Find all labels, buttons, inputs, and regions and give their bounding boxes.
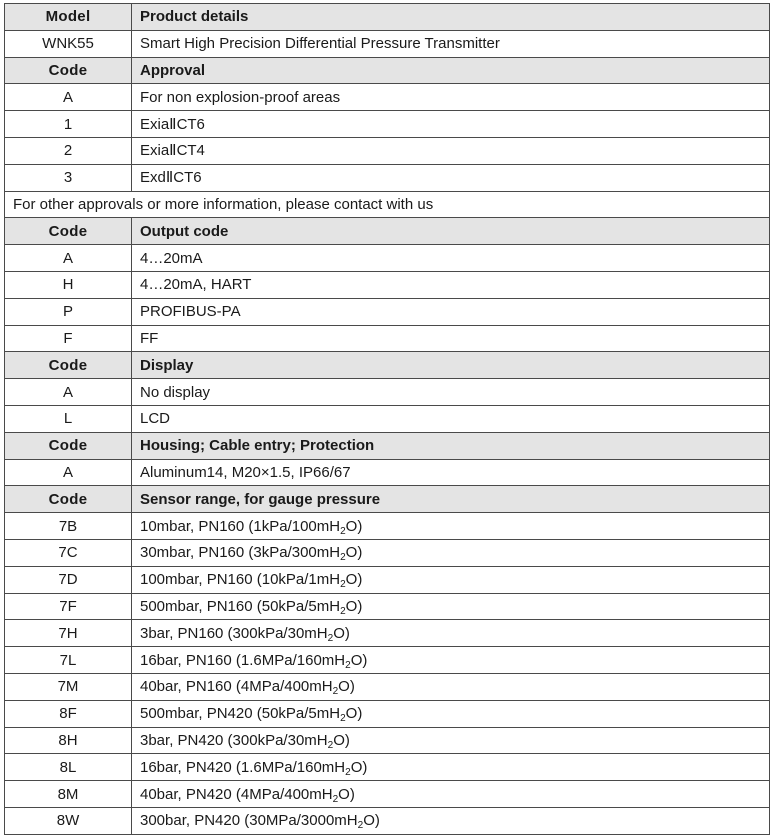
table-row [5, 754, 770, 781]
table-row [5, 673, 770, 700]
sensor-range-text: 500mbar, PN420 (50kPa/5mH [140, 705, 341, 723]
output-header-label: Output code [132, 218, 770, 245]
table-row [5, 84, 770, 111]
sensor-water-subscript: 2 [340, 713, 346, 725]
sensor-code: 7L [5, 647, 132, 674]
sensor-water-tail: O) [338, 678, 355, 696]
approval-note: For other approvals or more information, please contact with us [5, 191, 770, 218]
sensor-water-tail: O) [345, 705, 363, 723]
output-description: 4…20mA, HART [132, 271, 770, 298]
approval-note-row [5, 191, 770, 218]
output-header-row [5, 218, 770, 245]
sensor-water-subscript: 2 [357, 820, 364, 832]
sensor-header-code: Code [5, 486, 132, 513]
housing-description: Aluminum14, M20×1.5, IP66/67 [132, 459, 770, 486]
sensor-water-subscript: 2 [327, 632, 334, 644]
display-code: A [5, 379, 132, 406]
sensor-range-text: 40bar, PN420 (4MPa/400mH [140, 785, 333, 803]
housing-header-row [5, 432, 770, 459]
housing-code: A [5, 459, 132, 486]
table-row [5, 137, 770, 164]
output-code: A [5, 245, 132, 272]
sensor-range-text: 30mbar, PN160 (3kPa/300mH [140, 544, 341, 562]
approval-description: ExiaⅡCT4 [132, 137, 770, 164]
approval-description: ExdⅡCT6 [132, 164, 770, 191]
table-row [5, 566, 770, 593]
output-header-code: Code [5, 218, 132, 245]
sensor-water-tail: O) [345, 544, 363, 562]
display-description: No display [132, 379, 770, 406]
sensor-code: 7D [5, 566, 132, 593]
sensor-water-tail: O) [345, 571, 363, 589]
sensor-range-text: 100mbar, PN160 (10kPa/1mH [140, 571, 341, 589]
approval-header-label: Approval [132, 57, 770, 84]
sensor-description [132, 566, 770, 593]
sensor-water-subscript: 2 [340, 525, 346, 537]
table-row [5, 325, 770, 352]
output-code: F [5, 325, 132, 352]
table-row [5, 271, 770, 298]
sensor-code: 8H [5, 727, 132, 754]
model-header-code: Model [5, 4, 132, 31]
sensor-water-subscript: 2 [340, 579, 346, 591]
display-header-label: Display [132, 352, 770, 379]
table-row [5, 647, 770, 674]
sensor-water-subscript: 2 [345, 766, 351, 778]
display-code: L [5, 405, 132, 432]
sensor-header-label: Sensor range, for gauge pressure [132, 486, 770, 513]
table-row [5, 700, 770, 727]
sensor-code: 8M [5, 781, 132, 808]
approval-header-code: Code [5, 57, 132, 84]
sensor-water-tail: O) [350, 758, 368, 776]
sensor-code: 7F [5, 593, 132, 620]
sensor-code: 7H [5, 620, 132, 647]
sensor-code: 8F [5, 700, 132, 727]
product-code-table [4, 3, 770, 835]
sensor-water-subscript: 2 [327, 739, 334, 751]
sensor-range-text: 3bar, PN160 (300kPa/30mH [140, 624, 328, 642]
sensor-water-tail: O) [333, 731, 350, 749]
sensor-water-subscript: 2 [340, 552, 346, 564]
table-row [5, 298, 770, 325]
sensor-code: 7M [5, 673, 132, 700]
output-description: 4…20mA [132, 245, 770, 272]
sensor-code: 7C [5, 539, 132, 566]
sensor-description [132, 807, 770, 834]
output-code: H [5, 271, 132, 298]
sensor-water-subscript: 2 [340, 605, 346, 617]
approval-code: 2 [5, 137, 132, 164]
table-row [5, 164, 770, 191]
table-row [5, 593, 770, 620]
sensor-water-tail: O) [345, 597, 363, 615]
model-header-row [5, 4, 770, 31]
sensor-range-text: 3bar, PN420 (300kPa/30mH [140, 731, 328, 749]
display-header-row [5, 352, 770, 379]
table-row [5, 459, 770, 486]
sensor-range-text: 300bar, PN420 (30MPa/3000mH [140, 812, 358, 830]
sensor-description [132, 593, 770, 620]
sensor-water-subscript: 2 [332, 793, 339, 805]
display-description: LCD [132, 405, 770, 432]
sensor-range-text: 40bar, PN160 (4MPa/400mH [140, 678, 333, 696]
approval-description: For non explosion-proof areas [132, 84, 770, 111]
sensor-code: 7B [5, 513, 132, 540]
table-row [5, 513, 770, 540]
sensor-water-subscript: 2 [345, 659, 351, 671]
table-row [5, 781, 770, 808]
table-row [5, 620, 770, 647]
sensor-description [132, 781, 770, 808]
sensor-description [132, 673, 770, 700]
housing-header-code: Code [5, 432, 132, 459]
table-row [5, 727, 770, 754]
output-description: FF [132, 325, 770, 352]
approval-code: A [5, 84, 132, 111]
table-row [5, 807, 770, 834]
sensor-water-subscript: 2 [332, 686, 339, 698]
sensor-description [132, 620, 770, 647]
sensor-water-tail: O) [338, 785, 355, 803]
table-row [5, 245, 770, 272]
model-code: WNK55 [5, 30, 132, 57]
table-row [5, 111, 770, 138]
sensor-header-row [5, 486, 770, 513]
output-description: PROFIBUS-PA [132, 298, 770, 325]
sensor-range-text: 500mbar, PN160 (50kPa/5mH [140, 597, 341, 615]
sensor-description [132, 700, 770, 727]
sensor-description [132, 754, 770, 781]
model-header-label: Product details [132, 4, 770, 31]
sensor-water-tail: O) [345, 517, 363, 535]
sensor-water-tail: O) [333, 624, 350, 642]
sensor-code: 8L [5, 754, 132, 781]
sensor-description [132, 539, 770, 566]
approval-code: 1 [5, 111, 132, 138]
sensor-water-tail: O) [350, 651, 368, 669]
output-code: P [5, 298, 132, 325]
table-row [5, 539, 770, 566]
sensor-description [132, 513, 770, 540]
sensor-description [132, 727, 770, 754]
housing-header-label: Housing; Cable entry; Protection [132, 432, 770, 459]
table-row [5, 30, 770, 57]
sensor-description [132, 647, 770, 674]
approval-code: 3 [5, 164, 132, 191]
sensor-code: 8W [5, 807, 132, 834]
model-description: Smart High Precision Differential Pressure Transmitter [132, 30, 770, 57]
approval-description: ExiaⅡCT6 [132, 111, 770, 138]
sensor-range-text: 16bar, PN160 (1.6MPa/160mH [140, 651, 346, 669]
sensor-water-tail: O) [363, 812, 380, 830]
sensor-range-text: 10mbar, PN160 (1kPa/100mH [140, 517, 341, 535]
table-row [5, 405, 770, 432]
display-header-code: Code [5, 352, 132, 379]
sensor-range-text: 16bar, PN420 (1.6MPa/160mH [140, 758, 346, 776]
approval-header-row [5, 57, 770, 84]
table-row [5, 379, 770, 406]
